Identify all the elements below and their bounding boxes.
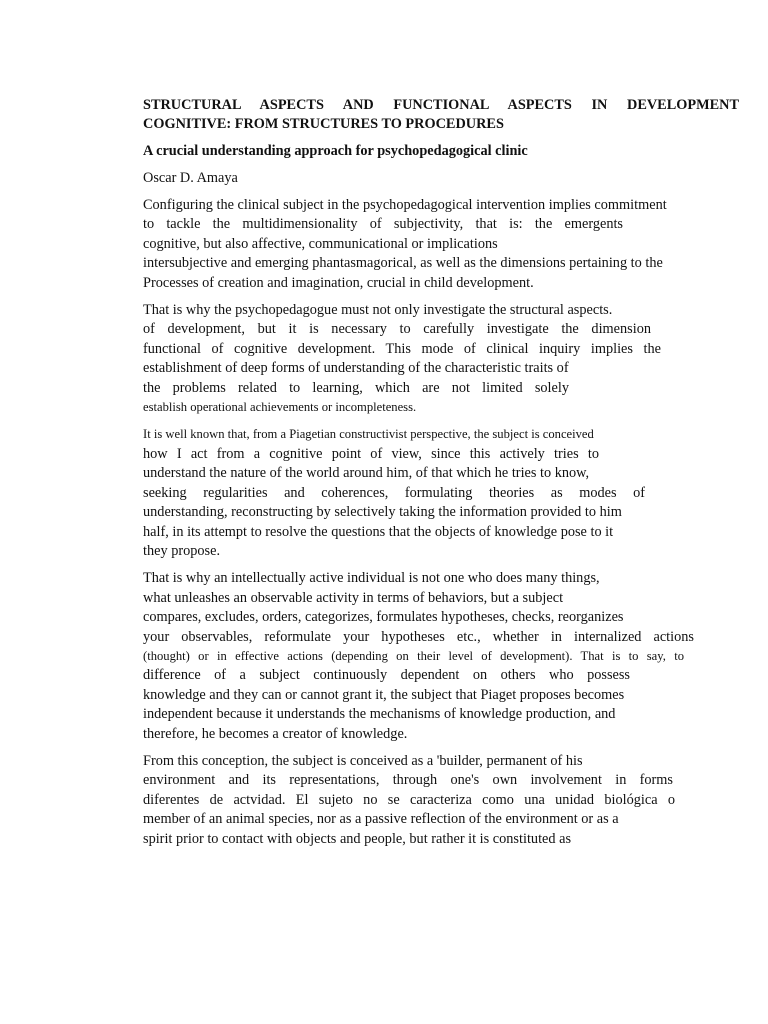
text-line: functional of cognitive development. This mode of clinical inquiry implies the [143, 340, 661, 357]
text-line: what unleashes an observable activity in terms of behaviors, but a subject [143, 589, 564, 606]
text-line: diferentes de actvidad. El sujeto no se caracteriza como una unidad biológica o [143, 791, 675, 808]
document-title [143, 96, 739, 134]
text-line: From this conception, the subject is conceived as a 'builder, permanent of his [143, 752, 583, 769]
document-subtitle: A crucial understanding approach for psychopedagogical clinic [143, 143, 528, 159]
title-line: STRUCTURAL ASPECTS AND FUNCTIONAL ASPECTS IN DEVELOPMENT [143, 97, 739, 113]
text-line: understand the nature of the world around him, of that which he tries to know, [143, 465, 590, 482]
text-line: to tackle the multidimensionality of subjectivity, that is: the emergents [143, 216, 623, 233]
document-body [143, 96, 739, 857]
text-line: the problems related to learning, which are not limited solely [143, 379, 569, 396]
text-line: half, in its attempt to resolve the questions that the objects of knowledge pose to it [143, 523, 614, 540]
text-line: compares, excludes, orders, categorizes, formulates hypotheses, checks, reorganizes [143, 609, 624, 626]
paragraph [143, 425, 739, 561]
title-line: COGNITIVE: FROM STRUCTURES TO PROCEDURES [143, 116, 504, 132]
text-line: environment and its representations, through one's own involvement in forms [143, 772, 673, 789]
author-name: Oscar D. Amaya [143, 170, 238, 186]
text-line: understanding, reconstructing by selectively taking the information provided to him [143, 504, 622, 521]
paragraph [143, 196, 739, 293]
text-line: independent because it understands the mechanisms of knowledge production, and [143, 706, 616, 723]
text-line: of development, but it is necessary to carefully investigate the dimension [143, 321, 651, 338]
text-line: spirit prior to contact with objects and people, but rather it is constituted as [143, 830, 572, 847]
text-line: (thought) or in effective actions (depending on their level of development). That is to say, to [143, 648, 684, 663]
paragraph [143, 301, 739, 417]
text-line: cognitive, but also affective, communicational or implications [143, 235, 498, 252]
text-line: knowledge and they can or cannot grant it, the subject that Piaget proposes becomes [143, 686, 625, 703]
text-line: therefore, he becomes a creator of knowledge. [143, 725, 408, 742]
text-line: Processes of creation and imagination, crucial in child development. [143, 274, 534, 291]
text-line: member of an animal species, nor as a passive reflection of the environment or as a [143, 811, 619, 828]
paragraph [143, 752, 739, 849]
text-line: That is why an intellectually active individual is not one who does many things, [143, 570, 600, 587]
text-line: seeking regularities and coherences, formulating theories as modes of [143, 484, 645, 501]
text-line: how I act from a cognitive point of view, since this actively tries to [143, 445, 599, 462]
text-line: intersubjective and emerging phantasmagorical, as well as the dimensions pertaining to the [143, 255, 663, 272]
text-line: they propose. [143, 542, 221, 559]
paragraph [143, 569, 739, 744]
text-line: establishment of deep forms of understanding of the characteristic traits of [143, 360, 569, 377]
text-line: your observables, reformulate your hypotheses etc., whether in internalized actions [143, 628, 694, 645]
text-line: That is why the psychopedagogue must not only investigate the structural aspects. [143, 302, 613, 319]
text-line: establish operational achievements or incompleteness. [143, 400, 417, 415]
text-line: It is well known that, from a Piagetian constructivist perspective, the subject is conceived [143, 427, 594, 442]
text-line: Configuring the clinical subject in the psychopedagogical intervention implies commitment [143, 197, 667, 213]
text-line: difference of a subject continuously dependent on others who possess [143, 667, 630, 684]
